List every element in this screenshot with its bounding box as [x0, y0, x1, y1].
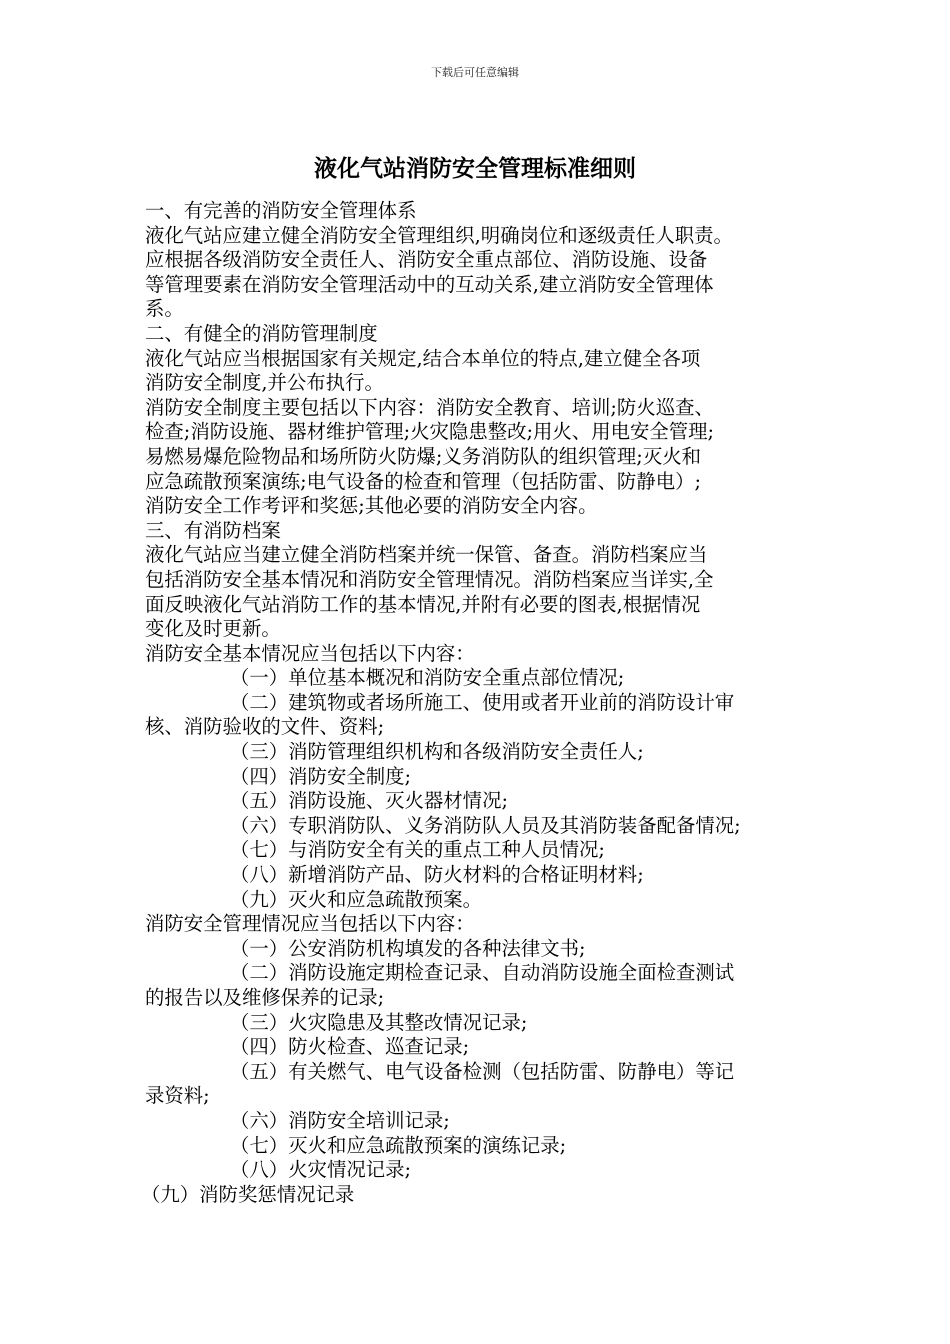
text-line: 的报告以及维修保养的记录; — [145, 986, 385, 1009]
text-line: 消防安全制度,并公布执行。 — [145, 371, 384, 395]
text-line: 液化气站应当根据国家有关规定,结合本单位的特点,建立健全各项 — [145, 346, 701, 370]
text-line: （五）消防设施、灭火器材情况; — [230, 789, 509, 813]
text-line: 液化气站应建立健全消防安全管理组织,明确岗位和逐级责任人职责。 — [145, 223, 733, 247]
text-line: （六）消防安全培训记录; — [230, 1108, 450, 1132]
text-line: 二、有健全的消防管理制度 — [145, 321, 378, 345]
text-line: （三）火灾隐患及其整改情况记录; — [230, 1010, 528, 1034]
text-line: （三）消防管理组织机构和各级消防安全责任人; — [230, 740, 644, 764]
document-body — [141, 199, 825, 1207]
text-line: （四）消防安全制度; — [230, 764, 412, 788]
text-line: （九）消防奖惩情况记录 — [141, 1182, 355, 1206]
text-line: 应急疏散预案演练;电气设备的检查和管理（包括防雷、防静电）; — [145, 469, 702, 493]
text-line: 三、有消防档案 — [145, 518, 281, 542]
text-line: 消防安全管理情况应当包括以下内容： — [145, 912, 475, 936]
text-line: （四）防火检查、巡查记录; — [230, 1035, 470, 1059]
text-line: （七）灭火和应急疏散预案的演练记录; — [230, 1133, 567, 1157]
text-line: （七）与消防安全有关的重点工种人员情况; — [230, 838, 605, 862]
document-title: 液化气站消防安全管理标准细则 — [314, 155, 636, 182]
text-line: （八）新增消防产品、防火材料的合格证明材料; — [230, 863, 644, 887]
text-line: （二）消防设施定期检查记录、自动消防设施全面检查测试 — [230, 961, 735, 985]
text-line: （一）单位基本概况和消防安全重点部位情况; — [230, 666, 625, 690]
page-header-note: 下载后可任意编辑 — [431, 66, 519, 79]
text-line: 包括消防安全基本情况和消防安全管理情况。消防档案应当详实,全 — [145, 567, 714, 591]
text-line: （五）有关燃气、电气设备检测（包括防雷、防静电）等记 — [230, 1059, 735, 1083]
text-line: 录资料; — [145, 1084, 210, 1108]
text-line: 系。 — [145, 297, 184, 321]
text-line: （一）公安消防机构填发的各种法律文书; — [230, 936, 586, 960]
text-line: （二）建筑物或者场所施工、使用或者开业前的消防设计审 — [230, 690, 735, 714]
text-line: （八）火灾情况记录; — [230, 1158, 412, 1182]
text-line: 消防安全基本情况应当包括以下内容： — [145, 641, 475, 665]
text-line: 消防安全制度主要包括以下内容：消防安全教育、培训;防火巡查、 — [145, 395, 714, 419]
text-line: （六）专职消防队、义务消防队人员及其消防装备配备情况; — [230, 813, 741, 837]
text-line: 核、消防验收的文件、资料; — [145, 715, 385, 739]
text-line: 消防安全工作考评和奖惩;其他必要的消防安全内容。 — [145, 494, 598, 518]
text-line: 易燃易爆危险物品和场所防火防爆;义务消防队的组织管理;灭火和 — [145, 444, 702, 468]
text-line: 检查;消防设施、器材维护管理;火灾隐患整改;用火、用电安全管理; — [145, 420, 715, 444]
text-line: （九）灭火和应急疏散预案。 — [230, 887, 483, 911]
text-line: 一、有完善的消防安全管理体系 — [145, 199, 417, 222]
text-line: 变化及时更新。 — [145, 617, 281, 641]
text-line: 应根据各级消防安全责任人、消防安全重点部位、消防设施、设备 — [145, 248, 708, 272]
text-line: 液化气站应当建立健全消防档案并统一保管、备查。消防档案应当 — [145, 543, 708, 567]
text-line: 等管理要素在消防安全管理活动中的互动关系,建立消防安全管理体 — [145, 272, 714, 296]
text-line: 面反映液化气站消防工作的基本情况,并附有必要的图表,根据情况 — [145, 592, 701, 616]
